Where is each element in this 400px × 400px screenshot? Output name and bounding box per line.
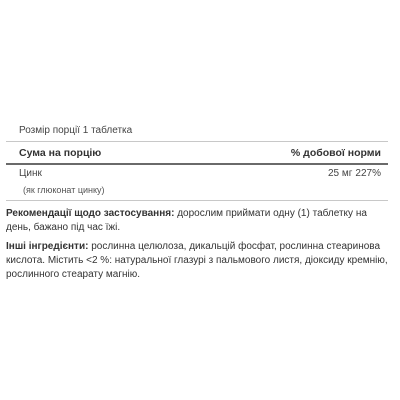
other-ingredients-text: рослинна целюлоза, дикальцій фосфат, рослинна стеаринова кислота. Містить <2 %: натуральної глазурі з пальмового листя, діоксиду кремнію, рослинного стеарату магнію. [6,241,388,280]
nutrient-daily-value: 227% [355,168,381,179]
recommendations-paragraph [6,207,390,235]
divider [6,141,388,142]
nutrient-amount: 25 мг [327,168,353,179]
other-ingredients-label: Інші інгредієнти: [6,241,89,252]
nutrient-name: Цинк [19,168,42,179]
recommendations-text: дорослим приймати одну (1) таблетку на день, бажано під час їжі. [6,208,367,233]
header-divider [6,163,388,165]
nutrient-source: (як глюконат цинку) [23,185,105,195]
daily-value-header: % добової норми [290,147,381,159]
recommendations-label: Рекомендації щодо застосування: [6,208,175,219]
other-ingredients-paragraph [6,240,390,282]
serving-size: Розмір порції 1 таблетка [19,125,133,136]
amount-per-serving-header: Сума на порцію [19,147,102,159]
table-bottom-divider [6,200,388,201]
nutrient-values [328,168,381,180]
